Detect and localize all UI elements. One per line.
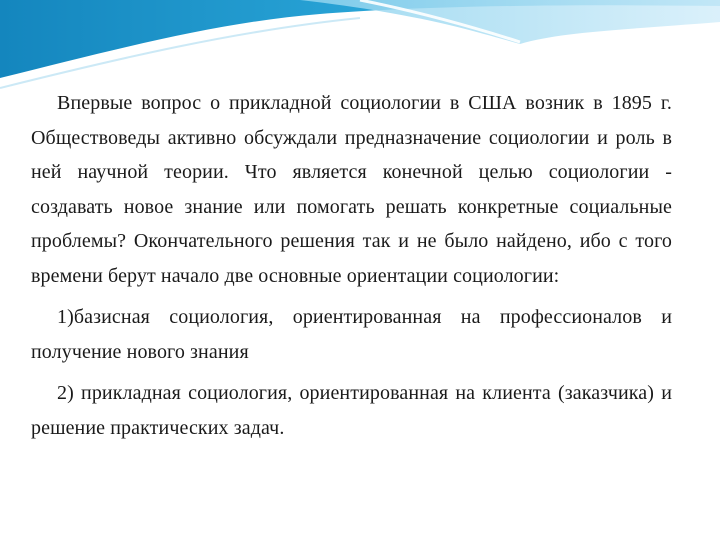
header-wave-decoration xyxy=(0,0,720,90)
paragraph-applied-sociology: 2) прикладная социология, ориентированная на клиента (заказчика) и решение практических задач. xyxy=(31,382,672,439)
paragraph-intro: Впервые вопрос о прикладной социологии в США возник в 1895 г. Обществоведы активно обсуждали предназначение социологии и роль в ней научной теории. Что является конечной целью социологии - создавать новое знание или помогать решать конкретные социальные проблемы? Окончательного решения так и не было найдено, ибо с того времени берут начало две основные ориентации социологии: xyxy=(31,92,672,287)
paragraph-basic-sociology: 1)базисная социология, ориентированная на профессионалов и получение нового знания xyxy=(31,306,672,363)
slide-body xyxy=(31,86,672,445)
